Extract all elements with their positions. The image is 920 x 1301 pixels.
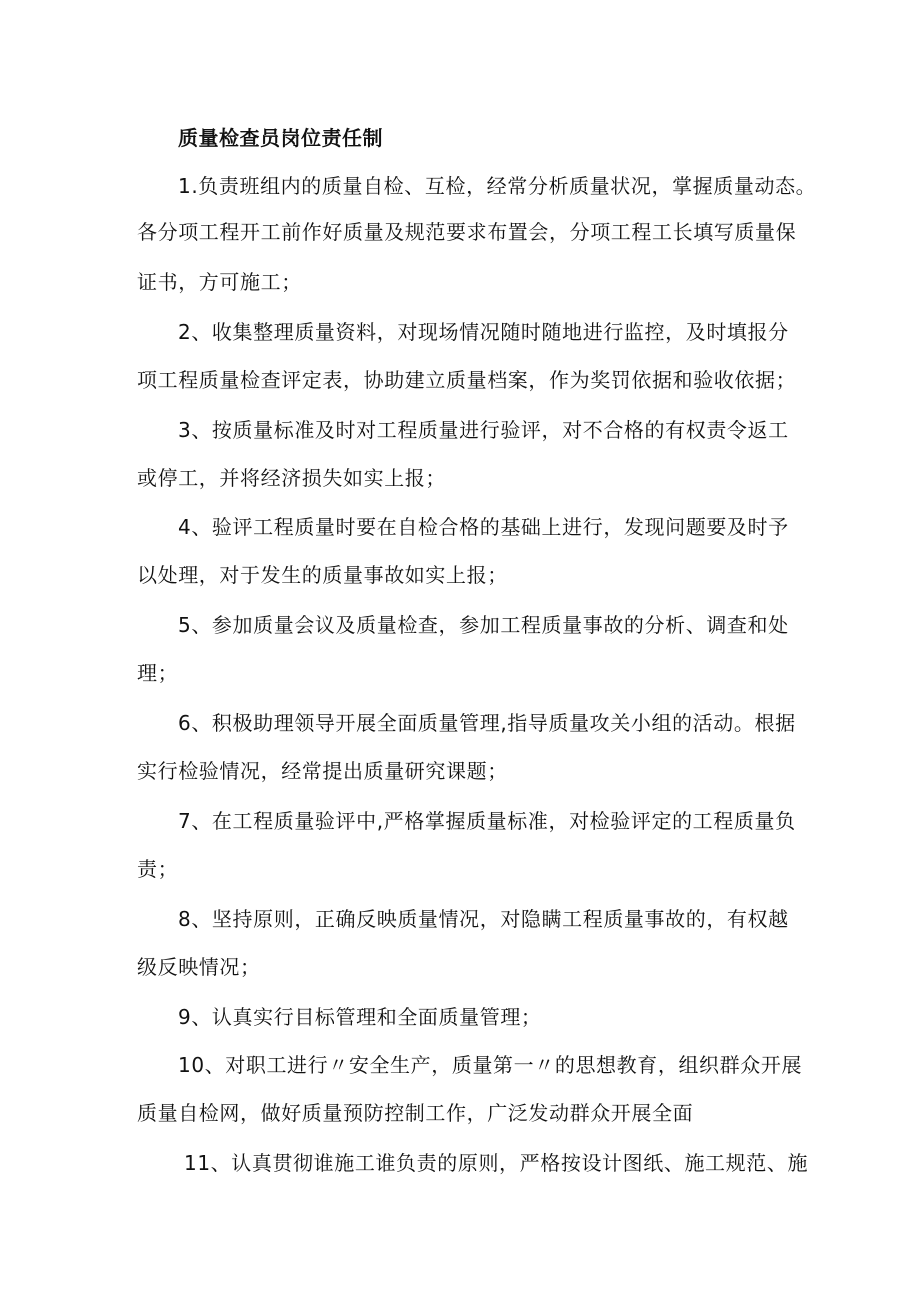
text-line: 7、在工程质量验评中,严格掌握质量标准，对检验评定的工程质量负	[178, 809, 796, 833]
text-line: 5、参加质量会议及质量检查，参加工程质量事故的分析、调查和处	[178, 613, 789, 637]
text-line: 理；	[137, 661, 179, 685]
text-line: 2、收集整理质量资料，对现场情况随时随地进行监控，及时填报分	[178, 320, 789, 344]
text-line: 11、认真贯彻谁施工谁负责的原则，严格按设计图纸、施工规范、施	[184, 1151, 809, 1175]
text-line: 质量自检网，做好质量预防控制工作，广泛发动群众开展全面	[137, 1101, 694, 1125]
text-line: 证书，方可施工；	[137, 270, 302, 294]
text-line: 6、积极助理领导开展全面质量管理,指导质量攻关小组的活动。根据	[178, 711, 796, 735]
text-line: 4、验评工程质量时要在自检合格的基础上进行，发现问题要及时予	[178, 515, 789, 539]
text-line: 10、对职工进行〃安全生产，质量第一〃的思想教育，组织群众开展	[178, 1053, 803, 1077]
document-title: 质量检查员岗位责任制	[178, 126, 383, 150]
text-line: 级反映情况；	[137, 955, 261, 979]
text-line: 责；	[137, 857, 179, 881]
text-line: 8、坚持原则，正确反映质量情况，对隐瞒工程质量事故的，有权越	[178, 907, 789, 931]
text-line: 或停工，并将经济损失如实上报；	[137, 466, 446, 490]
text-line: 实行检验情况，经常提出质量研究课题；	[137, 759, 508, 783]
text-line: 9、认真实行目标管理和全面质量管理；	[178, 1005, 542, 1029]
text-line: 1.负责班组内的质量自检、互检，经常分析质量状况，掌握质量动态。	[178, 174, 817, 198]
text-line: 以处理，对于发生的质量事故如实上报；	[137, 563, 508, 587]
text-line: 项工程质量检查评定表，协助建立质量档案，作为奖罚依据和验收依据；	[137, 368, 797, 392]
text-line: 3、按质量标准及时对工程质量进行验评，对不合格的有权责令返工	[178, 418, 789, 442]
text-line: 各分项工程开工前作好质量及规范要求布置会，分项工程工长填写质量保	[137, 220, 797, 244]
